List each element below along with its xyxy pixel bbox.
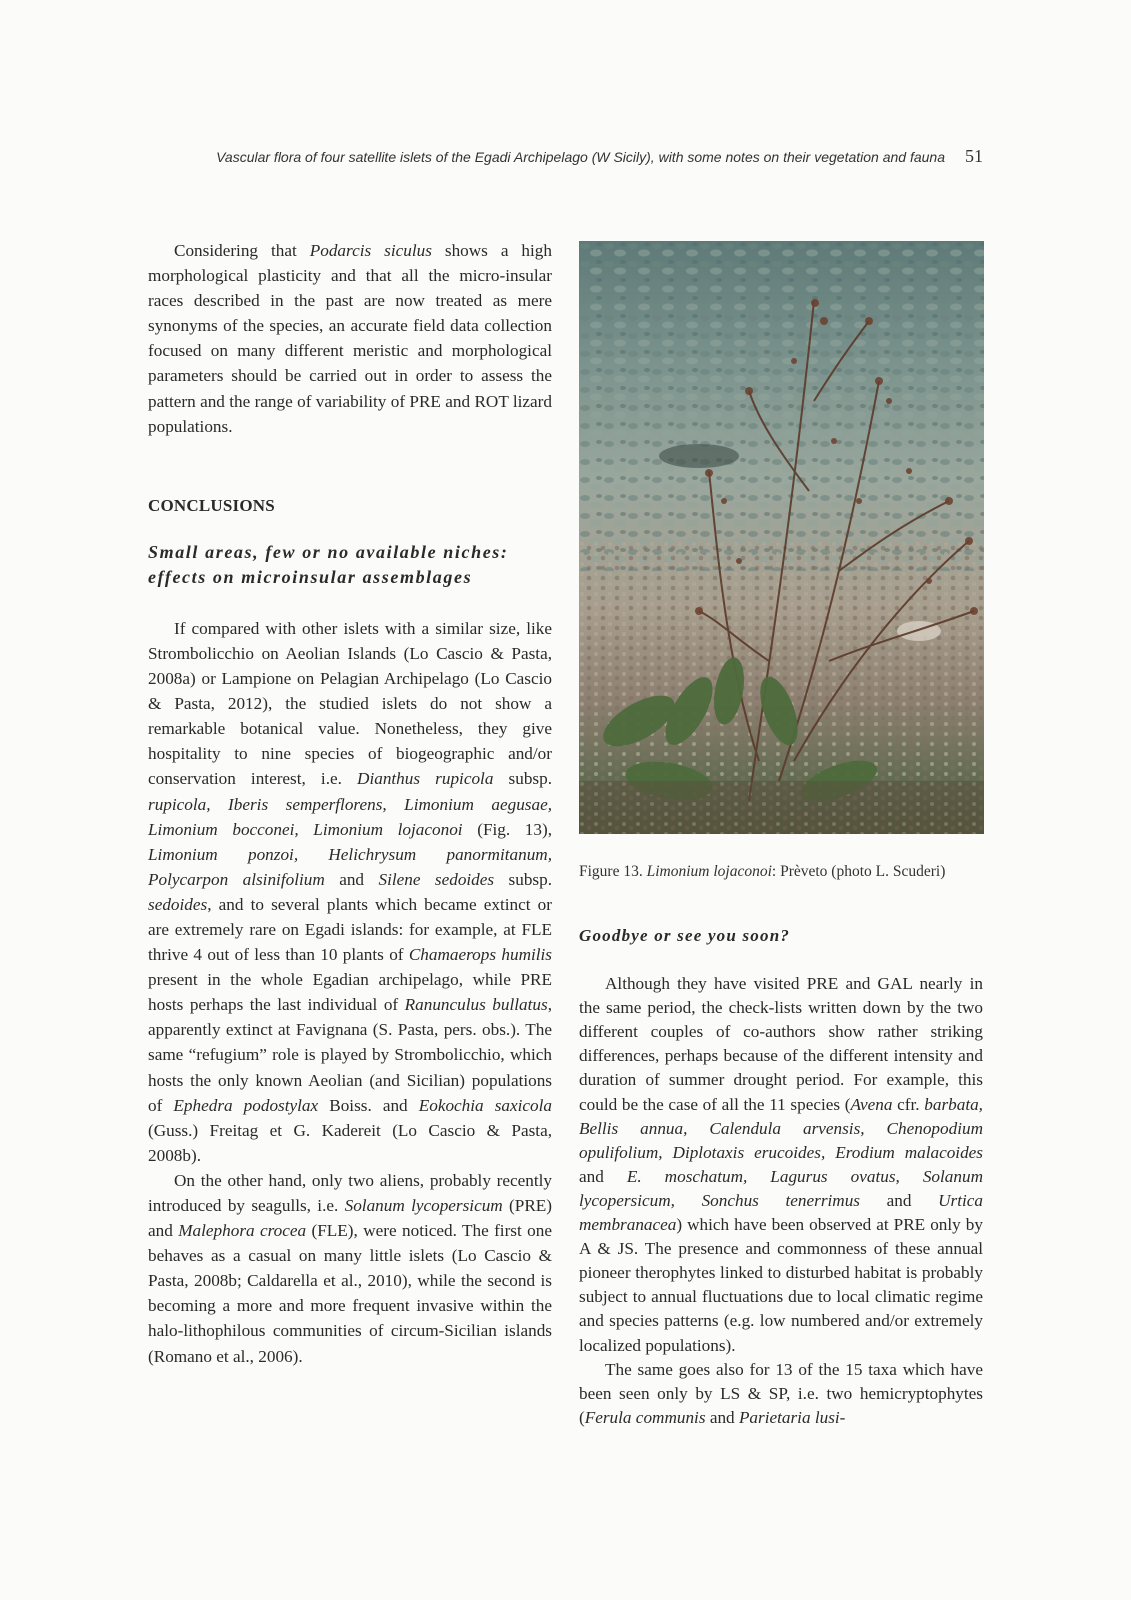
paragraph-comparison: If compared with other islets with a similar size, like Strombolicchio on Aeolian Islands (Lo Cascio & Pasta, 2008a) or Lampione on Pelagian Archipelago (Lo Cascio & Pasta, 2012), the studied islets do not show a remarkable botanical value. Nonetheless, they give hospitality to nine species of biogeographic and/or conservation interest, i.e. Dianthus rupicola subsp. rupicola, Iberis semperflorens, Limonium aegusae, Limonium bocconei, Limonium lojaconoi (Fig. 13), Limonium ponzoi, Helichrysum panormitanum, Polycarpon alsinifolium and Silene sedoides subsp. sedoides, and to several plants which became extinct or are extremely rare on Egadi islands: for example, at FLE thrive 4 out of less than 10 plants of Chamaerops humilis present in the whole Egadian archipelago, while PRE hosts perhaps the last individual of Ranunculus bullatus, apparently extinct at Favignana (S. Pasta, pers. obs.). The same “refugium” role is played by Strombolicchio, which hosts the only known Aeolian (and Sicilian) populations of Ephedra podostylax Boiss. and Eokochia saxicola (Guss.) Freitag et G. Kadereit (Lo Cascio & Pasta, 2008b). — [148, 618, 553, 1165]
paragraph-aliens: On the other hand, only two aliens, probably recently introduced by seagulls, i.e. Solanum lycopersicum (PRE) and Malephora crocea (FLE), were noticed. The first one behaves as a casual on many little islets (Lo Cascio & Pasta, 2008b; Caldarella et al., 2010), while the second is becoming a more and more frequent invasive within the halo-lithophilous communities of circum-Sicilian islands (Romano et al., 2006). — [148, 1170, 552, 1366]
paragraph-taxa: The same goes also for 13 of the 15 taxa which have been seen only by LS & SP, i.e. two hemicryptophytes (Ferula communis and Parietaria lusi- — [579, 1359, 983, 1427]
right-column — [579, 924, 983, 1430]
running-header — [185, 146, 983, 167]
limonium-photo-illustration — [579, 241, 984, 834]
figure-caption: Figure 13. Limonium lojaconoi: Prèveto (photo L. Scuderi) — [579, 863, 946, 880]
paragraph-checklists: Although they have visited PRE and GAL nearly in the same period, the check-lists written down by the two different couples of co-authors show rather striking differences, perhaps because of the different intensity and duration of summer drought period. For example, this could be the case of all the 11 species (Avena cfr. barbata, Bellis annua, Calendula arvensis, Chenopodium opulifolium, Diplotaxis erucoides, Erodium malacoides and E. moschatum, Lagurus ovatus, Solanum lycopersicum, Sonchus tenerrimus and Urtica membranacea) which have been observed at PRE only by A & JS. The presence and commonness of these annual pioneer therophytes linked to disturbed habitat is probably subject to annual fluctuations due to local climatic regime and species patterns (e.g. low numbered and/or extremely localized populations). — [579, 974, 983, 1355]
subheading: Small areas, few or no available niches: effects on microinsular assemblages — [148, 541, 509, 587]
paragraph-lizard: Considering that Podarcis siculus shows a high morphological plasticity and that all the micro-insular races described in the past are now treated as mere synonyms of the species, an accurate field data collection focused on many different meristic and morphological parameters should be carried out in order to assess the pattern and the range of variability of PRE and ROT lizard populations. — [148, 241, 552, 436]
figure-photo — [579, 241, 984, 834]
section-heading: CONCLUSIONS — [148, 495, 275, 515]
page-number: 51 — [965, 146, 983, 166]
running-title: Vascular flora of four satellite islets of the Egadi Archipelago (W Sicily), with some notes on their vegetation and fauna — [216, 149, 945, 165]
subheading-goodbye: Goodbye or see you soon? — [579, 926, 791, 945]
left-column — [148, 238, 552, 1369]
